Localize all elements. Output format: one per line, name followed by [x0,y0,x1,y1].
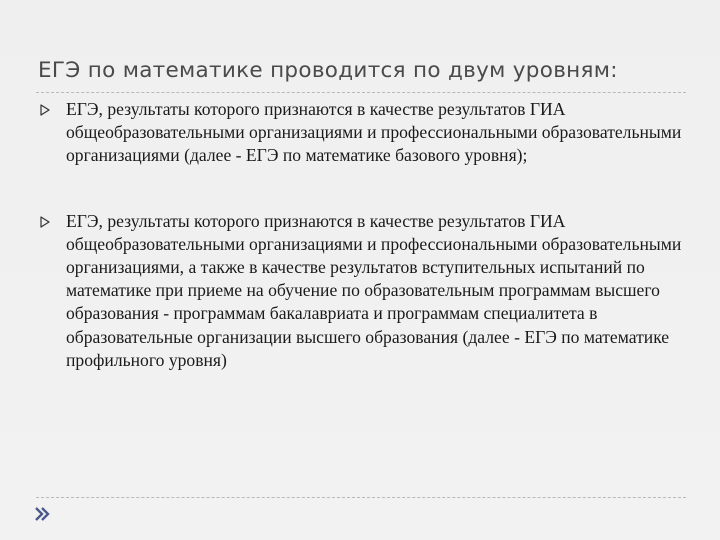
list-item [40,98,704,168]
title-divider [36,92,686,93]
bullet-list [40,98,704,372]
double-chevron-right-icon [34,506,50,522]
bullet-text: ЕГЭ, результаты которого признаются в качестве результатов ГИА общеобразовательными организациями и профессиональными образовательными организациями (далее - ЕГЭ по математике базового уровня); [66,99,682,166]
footer-divider [36,497,686,498]
triangle-right-outline-icon [40,104,50,116]
triangle-right-outline-icon [40,216,50,228]
slide-title: ЕГЭ по математике проводится по двум уровням: [38,58,618,83]
bullet-text: ЕГЭ, результаты которого признаются в качестве результатов ГИА общеобразовательными организациями и профессиональными образовательными организациями, а также в качестве результатов вступительных испытаний по математике при приеме на обучение по образовательным программам высшего образования - программам бакалавриата и программам специалитета в образовательные организации высшего образования (далее - ЕГЭ по математике профильного уровня) [66,210,682,370]
list-item [40,210,704,372]
